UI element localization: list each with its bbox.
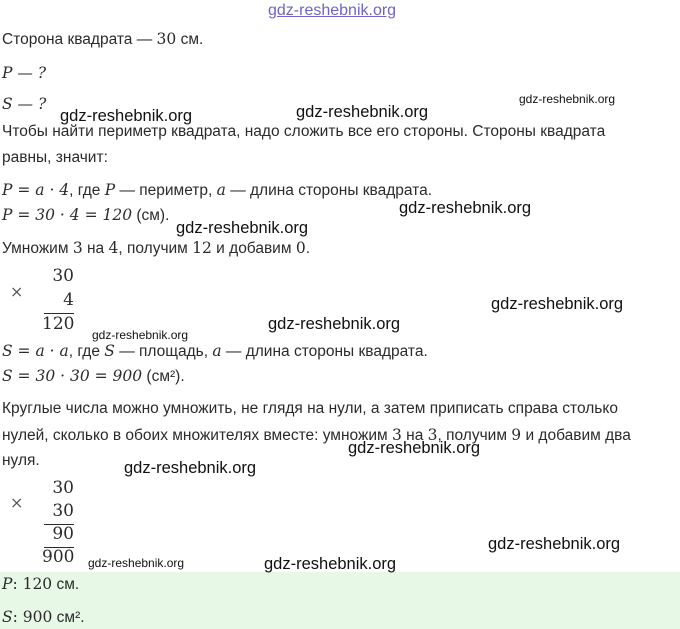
watermark: gdz-reshebnik.org — [268, 315, 401, 333]
rule-text-3: , получим — [437, 427, 512, 444]
mult-num-12: 12 — [192, 239, 212, 257]
area-formula-a-desc: — длина стороны квадрата. — [221, 343, 428, 360]
rule-num-9: 9 — [511, 426, 522, 444]
area-rule-line1: Круглые числа можно умножить, не глядя на нули, а затем приписать справа столько — [2, 400, 618, 417]
perimeter-calc-unit: (см). — [132, 207, 170, 224]
watermark: gdz-reshebnik.org — [491, 295, 624, 313]
watermark: gdz-reshebnik.org — [488, 535, 621, 553]
area-calc-unit: (см²). — [142, 368, 185, 385]
column1-top: 30 — [52, 266, 74, 286]
area-rule-line3: нуля. — [2, 452, 40, 469]
watermark: gdz-reshebnik.org — [88, 556, 185, 570]
watermark-top[interactable]: gdz-reshebnik.org — [268, 2, 397, 19]
perimeter-formula-a: a — [216, 181, 226, 199]
rule-num-3a: 3 — [391, 426, 402, 444]
given-p: P — ? — [2, 64, 47, 82]
given-side — [2, 29, 203, 50]
column1-result: 120 — [42, 314, 75, 334]
area-formula-expr: S = a · a — [2, 342, 69, 360]
watermark: gdz-reshebnik.org — [92, 328, 189, 342]
perimeter-intro-line2: равны, значит: — [2, 149, 108, 166]
answer-s-label: S — [2, 608, 13, 626]
watermark: gdz-reshebnik.org — [176, 219, 309, 237]
perimeter-mult-explain — [2, 238, 310, 259]
column2-partial: 90 — [52, 524, 74, 544]
rule-text-1: нулей, сколько в обоих множителях вместе: умножим — [2, 427, 392, 444]
mult-text-4: и добавим — [211, 240, 296, 257]
mult-text-1: Умножим — [2, 240, 73, 257]
watermark: gdz-reshebnik.org — [60, 107, 193, 125]
mult-text-5: . — [305, 240, 310, 257]
given-side-text: Сторона квадрата — — [2, 31, 157, 48]
watermark: gdz-reshebnik.org — [296, 103, 429, 121]
column1-second: 4 — [63, 290, 74, 310]
area-calc-expr: S = 30 · 30 = 900 — [2, 367, 143, 385]
answer-p-unit: см. — [52, 576, 80, 593]
watermark: gdz-reshebnik.org — [124, 459, 257, 477]
rule-text-4: и добавим два — [521, 427, 631, 444]
answer-s — [2, 607, 85, 628]
answer-p-value: : 120 — [12, 575, 53, 593]
column1-times-sign: × — [10, 282, 24, 301]
watermark: gdz-reshebnik.org — [519, 92, 616, 106]
rule-num-3b: 3 — [427, 426, 438, 444]
column2-top: 30 — [52, 478, 74, 498]
given-s: S — ? — [2, 95, 47, 113]
perimeter-formula-p-desc: — периметр, — [115, 182, 217, 199]
watermark: gdz-reshebnik.org — [348, 439, 481, 457]
column2-second: 30 — [52, 501, 74, 521]
answer-box — [0, 572, 680, 629]
perimeter-formula-a-desc: — длина стороны квадрата. — [225, 182, 433, 199]
answer-p — [2, 574, 79, 595]
area-formula — [2, 341, 428, 362]
area-formula-s-desc: — площадь, — [114, 343, 213, 360]
answer-p-label: P — [2, 575, 13, 593]
column2-times-sign: × — [10, 493, 24, 512]
area-formula-where: , где — [68, 343, 105, 360]
mult-num-0: 0 — [295, 239, 306, 257]
perimeter-formula-where: , где — [69, 182, 105, 199]
given-side-value: 30 — [156, 30, 177, 48]
watermark: gdz-reshebnik.org — [264, 555, 397, 573]
area-calc — [2, 366, 185, 387]
mult-num-3: 3 — [72, 239, 83, 257]
perimeter-formula-expr: P = a · 4 — [2, 181, 70, 199]
area-formula-s: S — [104, 342, 115, 360]
perimeter-formula-p: P — [104, 181, 116, 199]
perimeter-formula — [2, 180, 432, 201]
mult-text-3: , получим — [118, 240, 193, 257]
perimeter-calc-expr: P = 30 · 4 = 120 — [2, 206, 133, 224]
watermark: gdz-reshebnik.org — [399, 199, 532, 217]
given-side-unit: см. — [176, 31, 204, 48]
rule-text-2: на — [401, 427, 428, 444]
area-rule-line2 — [2, 425, 631, 446]
answer-s-unit: см². — [52, 609, 85, 626]
answer-s-value: : 900 — [12, 608, 53, 626]
perimeter-calc — [2, 205, 169, 226]
mult-num-4: 4 — [108, 239, 119, 257]
column2-result: 900 — [42, 547, 75, 567]
area-formula-a: a — [212, 342, 222, 360]
perimeter-intro-line1: Чтобы найти периметр квадрата, надо сложить все его стороны. Стороны квадрата — [2, 123, 606, 140]
mult-text-2: на — [82, 240, 109, 257]
